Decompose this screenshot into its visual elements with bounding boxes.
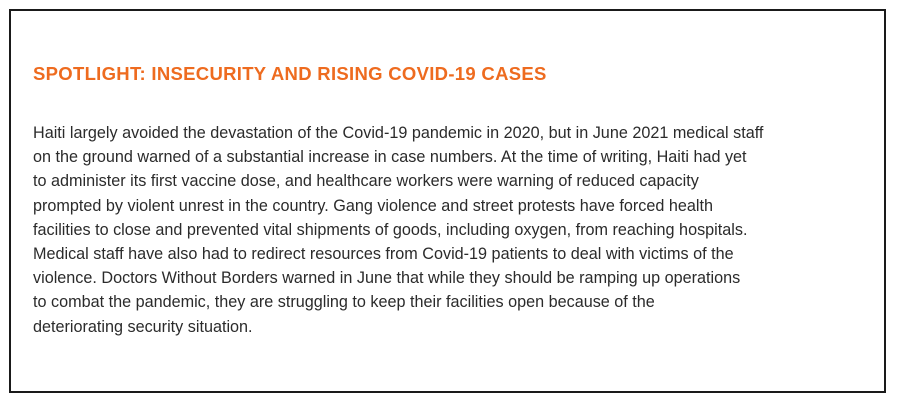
body-line: to combat the pandemic, they are struggling to keep their facilities open because of the <box>33 293 655 312</box>
body-line: Medical staff have also had to redirect resources from Covid-19 patients to deal with victims of the <box>33 245 734 264</box>
body-line: violence. Doctors Without Borders warned in June that while they should be ramping up operations <box>33 269 741 288</box>
body-line: Haiti largely avoided the devastation of the Covid-19 pandemic in 2020, but in June 2021 medical staff <box>33 124 764 142</box>
body-line: on the ground warned of a substantial increase in case numbers. At the time of writing, Haiti had yet <box>33 148 747 167</box>
body-line: deteriorating security situation. <box>33 317 253 336</box>
body-line: prompted by violent unrest in the country. Gang violence and street protests have forced health <box>33 196 713 215</box>
spotlight-box <box>9 9 886 393</box>
spotlight-title: SPOTLIGHT: INSECURITY AND RISING COVID-19 CASES <box>33 63 547 84</box>
body-line: to administer its first vaccine dose, and healthcare workers were warning of reduced capacity <box>33 172 699 191</box>
spotlight-body <box>33 121 878 339</box>
body-line: facilities to close and prevented vital shipments of goods, including oxygen, from reaching hospitals. <box>33 220 748 239</box>
